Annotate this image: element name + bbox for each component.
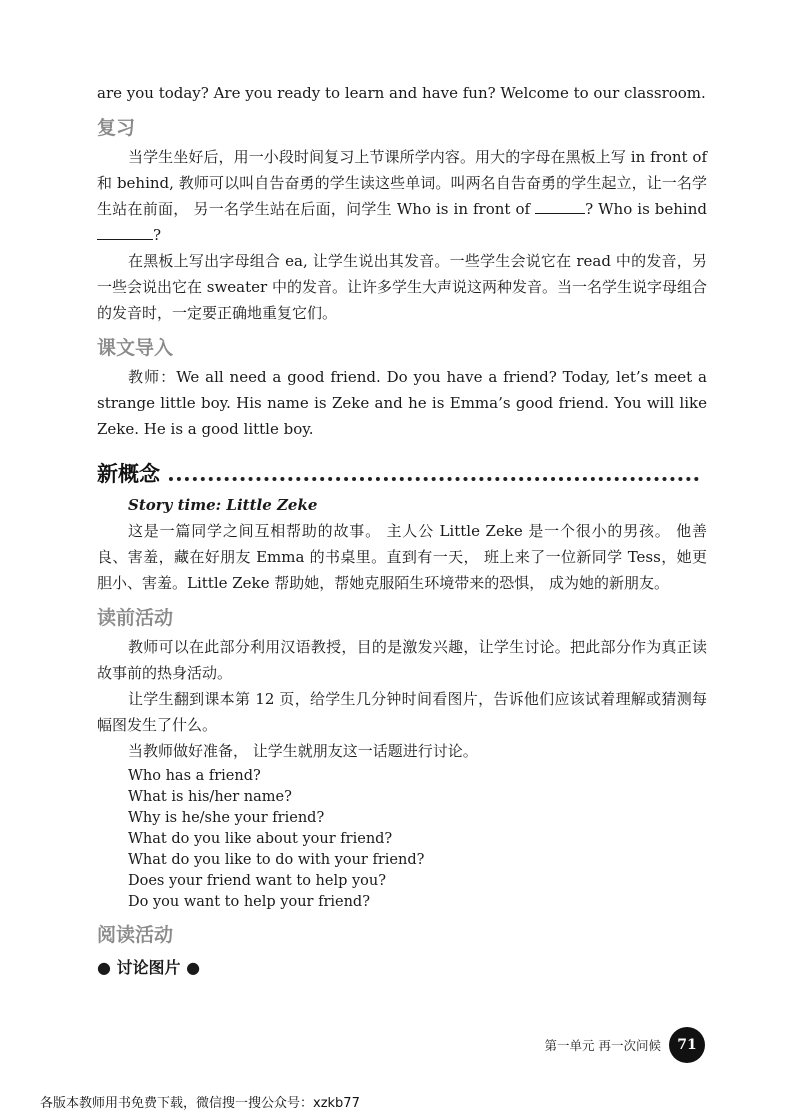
review-p1-text-a: 当学生坐好后，用一小段时间复习上节课所学内容。用大的字母在黑板上写 in front of 和 behind, 教师可以叫自告奋勇的学生读这些单词。叫两名自告奋勇的学生起立，让一名学生站在前面， 另一名学生站在后面，问学生 Who is in front of	[97, 148, 707, 218]
pre-reading-paragraph-3: 当教师做好准备， 让学生就朋友这一话题进行讨论。	[128, 742, 478, 760]
heading-review: 复习	[97, 117, 136, 139]
heading-lead-in: 课文导入	[97, 337, 174, 359]
question-item: Why is he/she your friend?	[128, 810, 325, 826]
question-item: What do you like to do with your friend?	[128, 852, 425, 868]
question-list	[97, 766, 707, 913]
watermark-text: 各版本教师用书免费下载，微信搜一搜公众号：xzkb77	[40, 1096, 360, 1111]
new-concept-paragraph: 这是一篇同学之间互相帮助的故事。 主人公 Little Zeke 是一个很小的男孩。 他善良、害羞，藏在好朋友 Emma 的书桌里。直到有一天， 班上来了一位新同学 Tess，她更胆小、害羞。Little Zeke 帮助她，帮她克服陌生环境带来的恐惧， 成为她的新朋友。	[97, 522, 707, 592]
unit-title: 第一单元 再一次问候	[544, 1038, 661, 1053]
review-p1-text-c: ?	[153, 226, 162, 244]
heading-new-concept: 新概念	[97, 458, 166, 488]
page-number: 71	[669, 1027, 705, 1063]
page-footer	[545, 1027, 705, 1063]
pre-reading-paragraph-1: 教师可以在此部分利用汉语教授，目的是激发兴趣，让学生讨论。把此部分作为真正读故事前的热身活动。	[97, 638, 707, 682]
intro-line: are you today? Are you ready to learn and have fun? Welcome to our classroom.	[97, 84, 706, 102]
question-item: Does your friend want to help you?	[128, 873, 387, 889]
review-p1-text-b: ? Who is behind	[585, 200, 707, 218]
question-item: Who has a friend?	[128, 768, 261, 784]
review-paragraph-1	[97, 144, 707, 248]
question-item: Do you want to help your friend?	[128, 894, 370, 910]
heading-reading: 阅读活动	[97, 924, 174, 946]
blank-line	[97, 225, 153, 240]
story-title: Story time: Little Zeke	[128, 496, 318, 514]
heading-pre-reading: 读前活动	[97, 607, 174, 629]
page-content	[97, 80, 707, 981]
blank-line	[535, 199, 585, 214]
dotted-rule	[161, 477, 699, 481]
lead-in-paragraph: 教师：We all need a good friend. Do you have a friend? Today, let’s meet a strange little boy. His name is Zeke and he is Emma’s good friend. You will like Zeke. He is a good little boy.	[97, 368, 707, 438]
question-item: What do you like about your friend?	[128, 831, 393, 847]
subheading-discuss-pictures: ● 讨论图片 ●	[97, 958, 201, 977]
pre-reading-paragraph-2: 让学生翻到课本第 12 页，给学生几分钟时间看图片，告诉他们应该试着理解或猜测每幅图发生了什么。	[97, 690, 707, 734]
new-concept-header	[97, 456, 707, 492]
question-item: What is his/her name?	[128, 789, 292, 805]
review-paragraph-2: 在黑板上写出字母组合 ea, 让学生说出其发音。一些学生会说它在 read 中的发音，另一些会说出它在 sweater 中的发音。让许多学生大声说这两种发音。当一名学生说字母组合的发音时，一定要正确地重复它们。	[97, 252, 707, 322]
